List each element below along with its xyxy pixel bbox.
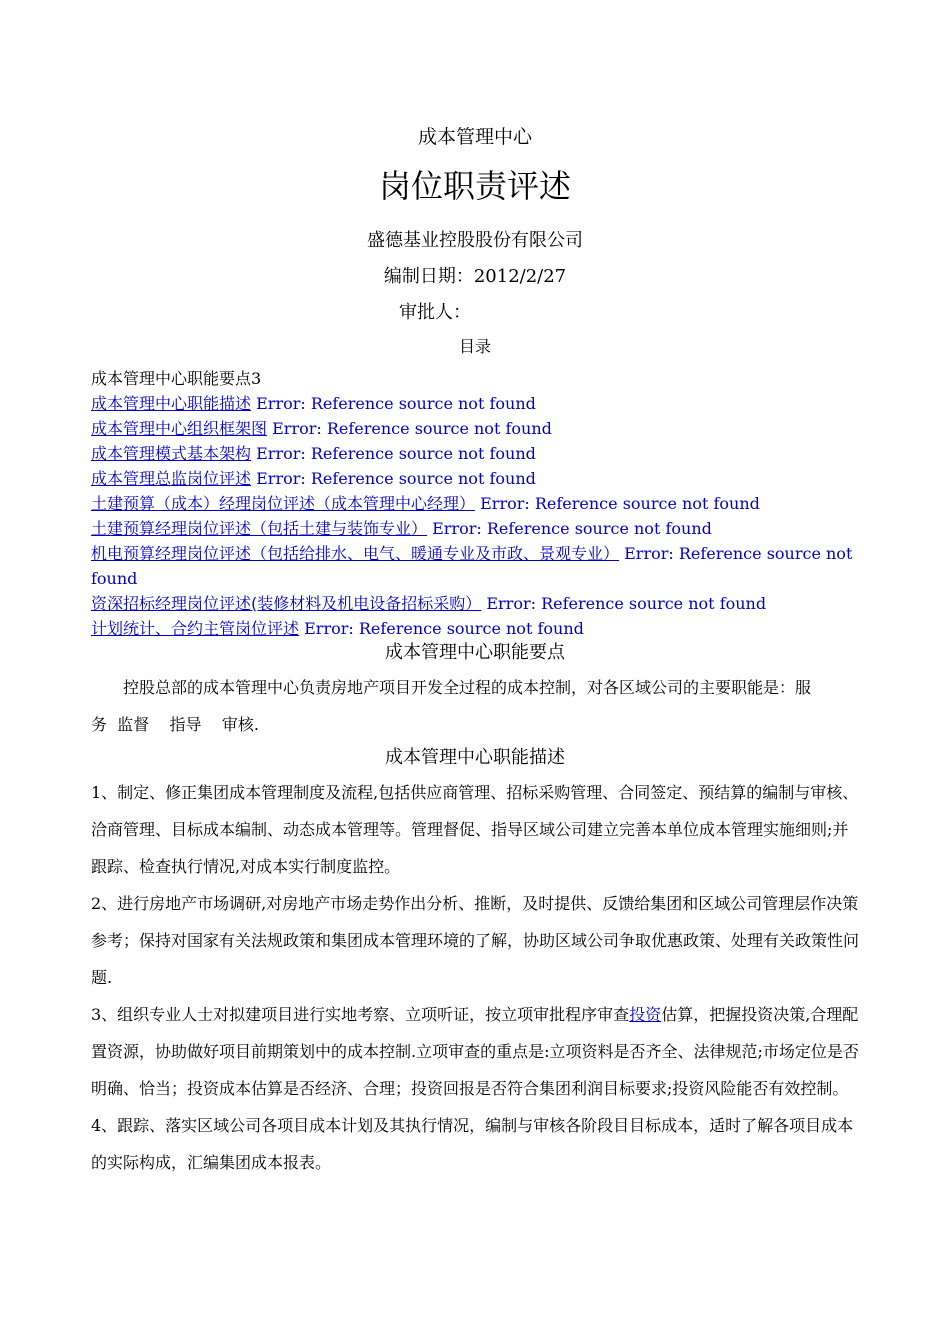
paragraph [91, 996, 861, 1107]
toc-item-label: 计划统计、合约主管岗位评述 [91, 619, 300, 638]
toc-item-label: 成本管理模式基本架构 [91, 444, 252, 463]
paragraph-line: 务 监督 指导 审核. [91, 715, 259, 734]
toc-item-ref: 3 [251, 369, 262, 388]
toc-link[interactable] [91, 616, 866, 641]
investment-link[interactable]: 投资 [629, 1005, 662, 1024]
toc-item-ref: Error: Reference source not found [480, 494, 760, 513]
toc-link[interactable] [91, 391, 866, 416]
toc-link[interactable] [91, 516, 866, 541]
toc-item-label: 土建预算经理岗位评述（包括土建与装饰专业） [91, 519, 428, 538]
toc-item-label: 成本管理中心组织框架图 [91, 419, 268, 438]
toc-link[interactable] [91, 466, 866, 491]
toc-item-ref: Error: Reference source not found [256, 394, 536, 413]
paragraph: 2、进行房地产市场调研,对房地产市场走势作出分析、推断，及时提供、反馈给集团和区域公司管理层作决策参考；保持对国家有关法规政策和集团成本管理环境的了解，协助区域公司争取优惠政策、处理有关政策性问题. [91, 894, 860, 987]
paragraph: 4、跟踪、落实区域公司各项目成本计划及其执行情况，编制与审核各阶段目目标成本，适时了解各项目成本的实际构成，汇编集团成本报表。 [91, 1116, 854, 1172]
toc-item-label: 成本管理总监岗位评述 [91, 469, 252, 488]
toc-link[interactable] [91, 591, 866, 616]
toc-item-ref: Error: Reference source not found [256, 469, 536, 488]
section-heading: 成本管理中心职能要点 [385, 642, 565, 663]
toc-item-ref: Error: Reference source not found [304, 619, 584, 638]
compile-date-value: 2012/2/27 [473, 266, 567, 287]
toc-item-ref: Error: Reference source not found [272, 419, 552, 438]
toc-link[interactable] [91, 541, 866, 591]
compile-date [0, 263, 950, 290]
toc-link[interactable] [91, 491, 866, 516]
toc-item-ref: Error: Reference source not found [256, 444, 536, 463]
toc-item-label: 机电预算经理岗位评述（包括给排水、电气、暖通专业及市政、景观专业） [91, 544, 620, 563]
paragraph: 1、制定、修正集团成本管理制度及流程,包括供应商管理、招标采购管理、合同签定、预结算的编制与审核、洽商管理、目标成本编制、动态成本管理等。管理督促、指导区域公司建立完善本单位成本管理实施细则;并跟踪、检查执行情况,对成本实行制度监控。 [91, 783, 859, 876]
approver-label: 审批人： [399, 302, 471, 323]
department-title: 成本管理中心 [417, 126, 532, 148]
toc-item-label: 土建预算（成本）经理岗位评述（成本管理中心经理） [91, 494, 476, 513]
toc-link[interactable] [91, 416, 866, 441]
toc-item [91, 366, 866, 391]
toc-item-label: 资深招标经理岗位评述(装修材料及机电设备招标采购） [91, 594, 482, 613]
table-of-contents [91, 366, 866, 641]
section-body [91, 774, 861, 1181]
toc-item-ref: Error: Reference source not found [432, 519, 712, 538]
toc-link[interactable] [91, 441, 866, 466]
toc-item-label: 成本管理中心职能描述 [91, 394, 252, 413]
company-name: 盛德基业控股股份有限公司 [367, 230, 583, 251]
section-heading: 成本管理中心职能描述 [385, 747, 565, 768]
paragraph-text: 3、组织专业人士对拟建项目进行实地考察、立项听证，按立项审批程序审查 [91, 1005, 630, 1024]
paragraph-text: 估算，把握投资决策,合理配置资源，协助做好项目前期策划中的成本控制.立项审查的重点是:立项资料是否齐全、法律规范;市场定位是否明确、恰当；投资成本估算是否经济、合理；投资回报是否符合集团利润目标要求;投资风险能否有效控制。 [91, 1005, 859, 1098]
toc-heading: 目录 [458, 337, 491, 356]
paragraph-line: 控股总部的成本管理中心负责房地产项目开发全过程的成本控制，对各区域公司的主要职能是：服 [123, 678, 812, 697]
compile-date-label: 编制日期： [383, 266, 474, 287]
toc-item-ref: Error: Reference source not found [91, 544, 853, 588]
document-title: 岗位职责评述 [378, 167, 571, 205]
toc-item-ref: Error: Reference source not found [486, 594, 767, 613]
toc-item-label: 成本管理中心职能要点 [91, 369, 252, 388]
section-body [91, 669, 861, 743]
